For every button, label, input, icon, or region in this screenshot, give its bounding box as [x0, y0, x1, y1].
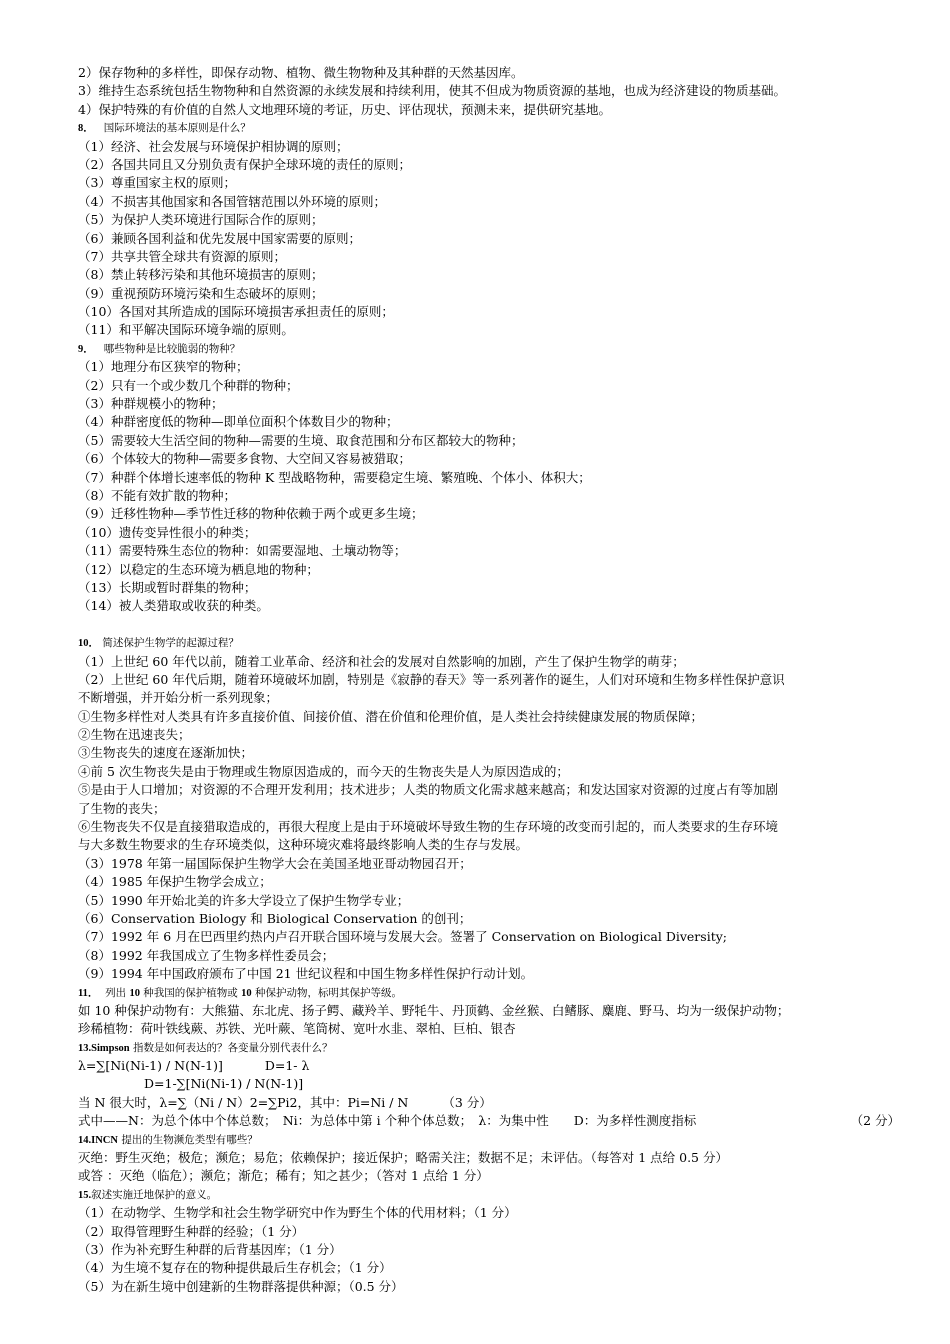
- question-heading: 15.叙述实施迁地保护的意义。: [78, 1188, 218, 1201]
- list-item: （6）兼顾各国利益和优先发展中国家需要的原则；: [78, 230, 361, 246]
- list-item: ⑥生物丧失不仅是直接猎取造成的，再很大程度上是由于环境破坏导致生物的生存环境的改变而引起的，而人类要求的生存环境: [78, 819, 779, 835]
- list-item: （1）地理分布区狭窄的物种；: [78, 359, 249, 375]
- list-item: ④前 5 次生物丧失是由于物理或生物原因造成的，而今天的生物丧失是人为原因造成的；: [78, 763, 569, 779]
- list-item: （1）上世纪 60 年代以前，随着工业革命、经济和社会的发展对自然影响的加剧，产生了保护生物学的萌芽；: [78, 653, 685, 669]
- question-13: [78, 1039, 900, 1131]
- list-item: （2）各国共同且又分别负责有保护全球环境的责任的原则；: [78, 156, 411, 172]
- list-item: 不断增强，并开始分析一系列现象；: [78, 690, 279, 706]
- question-10: [78, 634, 900, 983]
- formula-line: 当 N 很大时，λ=∑（Ni / N）2=∑Pi2，其中：Pi=Ni / N （3 分）: [78, 1094, 492, 1110]
- list-item: ②生物在迅速丧失；: [78, 727, 191, 743]
- list-item: （12）以稳定的生态环境为栖息地的物种；: [78, 561, 319, 577]
- question-heading: 10． 简述保护生物学的起源过程？: [78, 637, 239, 650]
- question-heading: 13.Simpson 指数是如何表达的？各变量分别代表什么？: [78, 1041, 333, 1054]
- question-heading: 11． 列出 10 种我国的保护植物或 10 种保护动物，标明其保护等级。: [78, 986, 402, 999]
- list-item: （9）1994 年中国政府颁布了中国 21 世纪议程和中国生物多样性保护行动计划。: [78, 966, 534, 982]
- paragraph-line: 3）维持生态系统包括生物物种和自然资源的永续发展和持续利用，使其不但成为物质资源的基地，也成为经济建设的物质基础。: [78, 83, 786, 99]
- list-item: （10）各国对其所造成的国际环境损害承担责任的原则；: [78, 304, 394, 320]
- question-15: [78, 1186, 900, 1296]
- list-item: （9）迁移性物种—季节性迁移的物种依赖于两个或更多生境；: [78, 506, 424, 522]
- list-item: （2）上世纪 60 年代后期，随着环境破坏加剧，特别是《寂静的春天》等一系列著作的诞生，人们对环境和生物多样性保护意识: [78, 671, 785, 687]
- formula-line: D=1-∑[Ni(Ni-1) / N(N-1)]: [144, 1076, 304, 1092]
- list-item: （3）1978 年第一届国际保护生物学大会在美国圣地亚哥动物园召开；: [78, 855, 472, 871]
- list-item: ①生物多样性对人类具有许多直接价值、间接价值、潜在价值和伦理价值，是人类社会持续健康发展的物质保障；: [78, 708, 704, 724]
- question-8: [78, 119, 900, 340]
- formula-line: [78, 1057, 900, 1075]
- score-note: （2 分）: [850, 1113, 900, 1129]
- list-item: （11）和平解决国际环境争端的原则。: [78, 322, 294, 338]
- list-item: （13）长期或暂时群集的物种；: [78, 579, 257, 595]
- list-item: （7）共享共管全球共有资源的原则；: [78, 248, 286, 264]
- question-9: [78, 340, 900, 616]
- question-heading: 9． 哪些物种是比较脆弱的物种？: [78, 342, 241, 355]
- list-item: （5）为保护人类环境进行国际合作的原则；: [78, 212, 324, 228]
- list-item: （7）1992 年 6 月在巴西里约热内卢召开联合国环境与发展大会。签署了 Conservation on Biological Diversity;: [78, 929, 727, 945]
- list-item: （8）不能有效扩散的物种；: [78, 487, 236, 503]
- list-item: （4）1985 年保护生物学会成立；: [78, 874, 272, 890]
- blank-line: [78, 616, 900, 634]
- list-item: （1）经济、社会发展与环境保护相协调的原则；: [78, 138, 349, 154]
- list-item: （5）1990 年开始北美的许多大学设立了保护生物学专业；: [78, 892, 410, 908]
- list-item: ③生物丧失的速度在逐渐加快；: [78, 745, 254, 761]
- paragraph-line: 2）保存物种的多样性，即保存动物、植物、微生物物种及其种群的天然基因库。: [78, 65, 524, 80]
- list-item: （5）需要较大生活空间的物种—需要的生境、取食范围和分布区都较大的物种；: [78, 432, 524, 448]
- list-item: （8）禁止转移污染和其他环境损害的原则；: [78, 267, 324, 283]
- diversity-formula: D=1- λ: [264, 1058, 310, 1074]
- list-item: （4）种群密度低的物种—即单位面积个体数目少的物种；: [78, 414, 399, 430]
- simpson-formula: λ=∑[Ni(Ni-1) / N(N-1)]: [78, 1058, 223, 1074]
- list-item: 与大多数生物要求的生存环境类似，这种环境灾难将最终影响人类的生存与发展。: [78, 837, 529, 853]
- list-item: （4）不损害其他国家和各国管辖范围以外环境的原则；: [78, 193, 386, 209]
- list-item: （3）种群规模小的物种；: [78, 396, 224, 412]
- question-11: [78, 984, 900, 1039]
- paragraph-line: 4）保护特殊的有价值的自然人文地理环境的考证，历史、评估现状，预测未来，提供研究基地。: [78, 101, 611, 117]
- variable-legend: 式中——N：为总个体中个体总数； Ni：为总体中第 i 个种个体总数； λ：为集中性 D：为多样性测度指标 （2 分）: [78, 1112, 900, 1130]
- score-note: （3 分）: [442, 1094, 492, 1110]
- list-item: 如 10 种保护动物有：大熊猫、东北虎、扬子鳄、藏羚羊、野牦牛、丹顶鹤、金丝猴、白鳍豚、麋鹿、野马、均为一级保护动物；: [78, 1002, 790, 1018]
- list-item: （14）被人类猎取或收获的种类。: [78, 598, 269, 614]
- list-item: （8）1992 年我国成立了生物多样性委员会；: [78, 947, 335, 963]
- list-item: （2）取得管理野生种群的经验；（1 分）: [78, 1223, 305, 1239]
- list-item: （3）作为补充野生种群的后背基因库；（1 分）: [78, 1242, 342, 1257]
- list-item: （2）只有一个或少数几个种群的物种；: [78, 377, 299, 393]
- list-item: ⑤是由于人口增加；对资源的不合理开发利用；技术进步；人类的物质文化需求越来越高；和发达国家对资源的过度占有等加剧: [78, 782, 779, 798]
- list-item: （10）遗传变异性很小的种类；: [78, 524, 257, 540]
- list-item: （3）尊重国家主权的原则；: [78, 175, 236, 191]
- document-page: [78, 64, 900, 1296]
- list-item: 了生物的丧失；: [78, 800, 166, 816]
- list-item: （4）为生境不复存在的物种提供最后生存机会；（1 分）: [78, 1260, 392, 1276]
- question-14: [78, 1131, 900, 1186]
- list-item: （1）在动物学、生物学和社会生物学研究中作为野生个体的代用材料；（1 分）: [78, 1205, 517, 1221]
- list-item: 珍稀植物：荷叶铁线蕨、苏铁、光叶蕨、笔筒树、宽叶水韭、翠柏、巨柏、银杏: [78, 1021, 516, 1037]
- list-item: （6）Conservation Biology 和 Biological Conservation 的创刊；: [78, 910, 472, 926]
- question-heading: 8． 国际环境法的基本原则是什么？: [78, 122, 251, 135]
- list-item: （7）种群个体增长速率低的物种 K 型战略物种，需要稳定生境、繁殖晚、个体小、体积大；: [78, 469, 591, 485]
- intro-section: [78, 64, 900, 119]
- list-item: 灭绝：野生灭绝；极危；濒危；易危；依赖保护；接近保护；略需关注；数据不足；未评估。（每答对 1 点给 0.5 分）: [78, 1150, 728, 1166]
- list-item: （5）为在新生境中创建新的生物群落提供种源；（0.5 分）: [78, 1278, 404, 1294]
- question-heading: 14.INCN 提出的生物濒危类型有哪些？: [78, 1133, 258, 1146]
- list-item: 或答 ：灭绝（临危）；濒危；渐危；稀有；知之甚少；（答对 1 点给 1 分）: [78, 1168, 489, 1184]
- list-item: （6）个体较大的物种—需要多食物、大空间又容易被猎取；: [78, 451, 411, 467]
- list-item: （11）需要特殊生态位的物种：如需要湿地、土壤动物等；: [78, 543, 407, 559]
- list-item: （9）重视预防环境污染和生态破坏的原则；: [78, 285, 324, 301]
